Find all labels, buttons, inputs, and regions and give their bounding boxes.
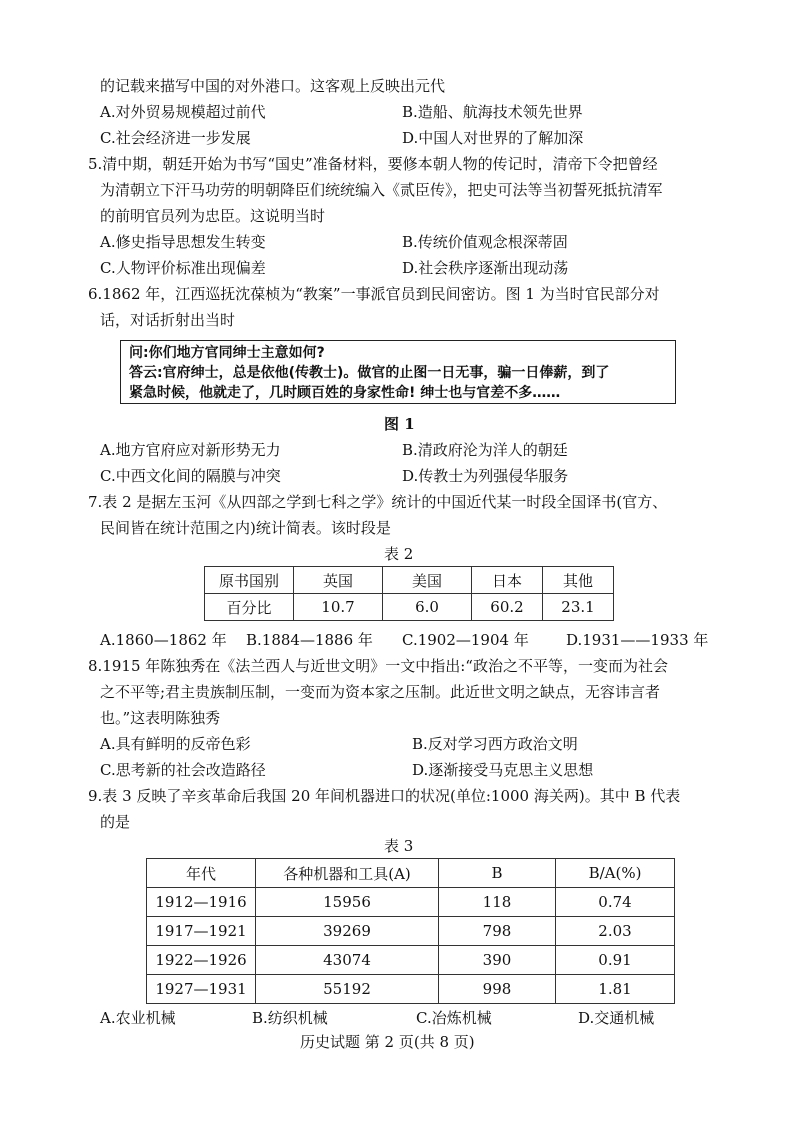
dialog-answer-line-1: 答云:官府绅士，总是依他(传教士)。做官的止图一日无事，骗一日俸薪，到了: [129, 365, 610, 381]
q6-option-b: B.清政府沦为洋人的朝廷: [402, 441, 568, 459]
q8-option-c: C.思考新的社会改造路径: [100, 761, 266, 779]
table-cell: 118: [439, 888, 556, 917]
figure-1-caption: 图 1: [384, 415, 415, 433]
q9-option-a: A.农业机械: [100, 1009, 176, 1027]
table-cell: 55192: [256, 975, 439, 1004]
table-cell: 6.0: [383, 594, 472, 621]
table-cell: 998: [439, 975, 556, 1004]
q8-option-b: B.反对学习西方政治文明: [412, 735, 578, 753]
table-2-header-row: [205, 567, 614, 594]
q6-option-a: A.地方官府应对新形势无力: [100, 441, 281, 459]
table-cell: 1917—1921: [147, 917, 256, 946]
q4-stem-tail: 的记载来描写中国的对外港口。这客观上反映出元代: [100, 77, 446, 95]
table-cell: 1.81: [556, 975, 675, 1004]
table-cell: 390: [439, 946, 556, 975]
q5-option-c: C.人物评价标准出现偏差: [100, 259, 266, 277]
table-cell: 日本: [472, 567, 543, 594]
q5-stem-line-1: 5.清中期，朝廷开始为书写“国史”准备材料，要修本朝人物的传记时，清帝下令把曾经: [88, 155, 658, 173]
table-row: [147, 975, 675, 1004]
table-cell: 798: [439, 917, 556, 946]
table-cell: 百分比: [205, 594, 294, 621]
q5-option-d: D.社会秩序逐渐出现动荡: [402, 259, 569, 277]
q9-stem-line-1: 9.表 3 反映了辛亥革命后我国 20 年间机器进口的状况(单位:1000 海关两)。其中 B 代表: [88, 787, 681, 805]
q4-option-c: C.社会经济进一步发展: [100, 129, 251, 147]
q8-option-d: D.逐渐接受马克思主义思想: [412, 761, 594, 779]
q7-option-b: B.1884—1886 年: [246, 631, 373, 649]
table-row: [147, 917, 675, 946]
page-footer: 历史试题 第 2 页(共 8 页): [300, 1033, 475, 1051]
q4-option-a: A.对外贸易规模超过前代: [100, 103, 266, 121]
table-row: [147, 946, 675, 975]
table-cell: 其他: [543, 567, 614, 594]
table-header-cell: B: [439, 859, 556, 888]
q6-stem-line-1: 6.1862 年，江西巡抚沈葆桢为“教案”一事派官员到民间密访。图 1 为当时官民部分对: [88, 285, 660, 303]
q7-option-c: C.1902—1904 年: [402, 631, 529, 649]
table-cell: 英国: [294, 567, 383, 594]
table-row: [147, 888, 675, 917]
q7-option-d: D.1931——1933 年: [566, 631, 709, 649]
dialog-question: 问:你们地方官同绅士主意如何?: [129, 345, 325, 361]
table-cell: 15956: [256, 888, 439, 917]
q5-option-b: B.传统价值观念根深蒂固: [402, 233, 568, 251]
table-cell: 0.74: [556, 888, 675, 917]
table-header-cell: 年代: [147, 859, 256, 888]
table-cell: 39269: [256, 917, 439, 946]
q9-option-d: D.交通机械: [578, 1009, 655, 1027]
table-cell: 1912—1916: [147, 888, 256, 917]
table-header-cell: 各种机器和工具(A): [256, 859, 439, 888]
dialog-answer-line-2: 紧急时候，他就走了，几时顾百姓的身家性命! 绅士也与官差不多……: [129, 385, 561, 401]
table-2-caption: 表 2: [384, 545, 414, 563]
q7-stem-line-2: 民间皆在统计范围之内)统计简表。该时段是: [100, 519, 391, 537]
table-cell: 1927—1931: [147, 975, 256, 1004]
table-cell: 10.7: [294, 594, 383, 621]
table-cell: 原书国别: [205, 567, 294, 594]
q7-option-a: A.1860—1862 年: [100, 631, 227, 649]
q8-stem-line-2: 之不平等;君主贵族制压制，一变而为资本家之压制。此近世文明之缺点，无容讳言者: [100, 683, 661, 701]
q8-option-a: A.具有鲜明的反帝色彩: [100, 735, 251, 753]
q7-stem-line-1: 7.表 2 是据左玉河《从四部之学到七科之学》统计的中国近代某一时段全国译书(官方、: [88, 493, 668, 511]
table-cell: 23.1: [543, 594, 614, 621]
table-header-cell: B/A(%): [556, 859, 675, 888]
q5-option-a: A.修史指导思想发生转变: [100, 233, 266, 251]
q9-option-c: C.冶炼机械: [416, 1009, 492, 1027]
table-3-caption: 表 3: [384, 837, 414, 855]
q9-option-b: B.纺织机械: [252, 1009, 328, 1027]
q6-stem-line-2: 话，对话折射出当时: [100, 311, 236, 329]
table-2: [204, 566, 614, 621]
q9-stem-line-2: 的是: [100, 813, 131, 831]
q8-stem-line-1: 8.1915 年陈独秀在《法兰西人与近世文明》一文中指出:“政治之不平等，一变而为社会: [88, 657, 668, 675]
table-3-header-row: [147, 859, 675, 888]
q6-option-d: D.传教士为列强侵华服务: [402, 467, 569, 485]
q6-dialog-box: [120, 340, 676, 404]
table-cell: 0.91: [556, 946, 675, 975]
q4-option-b: B.造船、航海技术领先世界: [402, 103, 583, 121]
q5-stem-line-3: 的前明官员列为忠臣。这说明当时: [100, 207, 326, 225]
table-cell: 1922—1926: [147, 946, 256, 975]
table-2-data-row: [205, 594, 614, 621]
table-cell: 2.03: [556, 917, 675, 946]
table-cell: 43074: [256, 946, 439, 975]
table-cell: 60.2: [472, 594, 543, 621]
table-3: [146, 858, 675, 1004]
q8-stem-line-3: 也。”这表明陈独秀: [100, 709, 221, 727]
q4-option-d: D.中国人对世界的了解加深: [402, 129, 584, 147]
q6-option-c: C.中西文化间的隔膜与冲突: [100, 467, 281, 485]
q5-stem-line-2: 为清朝立下汗马功劳的明朝降臣们统统编入《贰臣传》，把史可法等当初誓死抵抗清军: [100, 181, 663, 199]
table-cell: 美国: [383, 567, 472, 594]
